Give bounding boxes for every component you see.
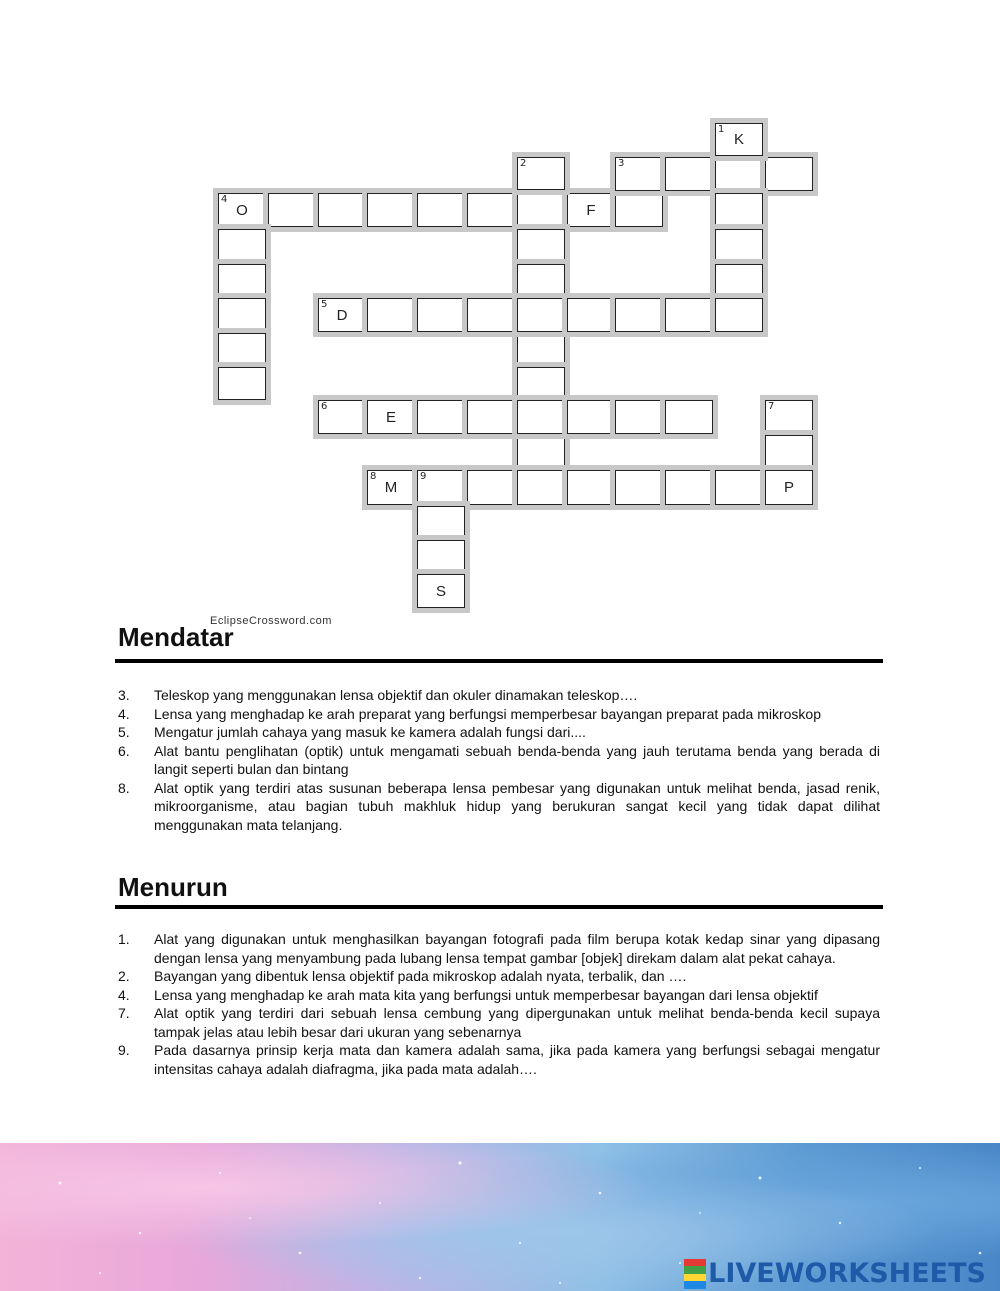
crossword-cell[interactable] <box>567 470 615 505</box>
logo-badge <box>684 1259 706 1289</box>
crossword-cell[interactable] <box>517 193 565 227</box>
across-clues <box>118 686 880 834</box>
clue-number: 3 <box>618 158 625 169</box>
crossword-cell[interactable] <box>218 229 266 262</box>
across-rule <box>115 659 883 663</box>
crossword-cell[interactable] <box>765 435 813 469</box>
prefilled-letter: S <box>435 582 446 600</box>
badge-stripe <box>684 1259 706 1267</box>
clue-item: 6. Alat bantu penglihatan (optik) untuk mengamati sebuah benda-benda yang jauh terutama benda yang berada di langit seperti bulan dan bintang <box>118 742 880 777</box>
prefilled-letter: E <box>385 408 396 426</box>
crossword-cell[interactable] <box>765 157 813 191</box>
crossword-cell[interactable] <box>615 193 663 227</box>
crossword-cell[interactable] <box>517 333 565 366</box>
crossword-cell[interactable] <box>715 264 763 297</box>
crossword-cell[interactable] <box>268 193 316 227</box>
crossword-cell[interactable] <box>517 157 565 190</box>
clue-item: 7. Alat optik yang terdiri dari sebuah lensa cembung yang dipergunakan untuk melihat benda-benda kecil supaya tampak jelas atau lebih besar dari ukuran yang sebenarnya <box>118 1005 880 1040</box>
crossword-cell[interactable] <box>517 470 565 505</box>
crossword-cell[interactable] <box>715 123 763 156</box>
clue-number: 2 <box>520 158 527 169</box>
crossword-cell[interactable] <box>517 229 565 262</box>
clue-item: 3. Teleskop yang menggunakan lensa objektif dan okuler dinamakan teleskop…. <box>118 687 638 703</box>
footer-banner <box>0 1143 1000 1291</box>
crossword-cell[interactable] <box>517 435 565 468</box>
crossword-cell[interactable] <box>417 298 465 332</box>
crossword-cell[interactable] <box>318 400 366 434</box>
crossword-cell[interactable] <box>218 298 266 331</box>
crossword-cell[interactable] <box>615 400 663 434</box>
crossword-cell[interactable] <box>615 470 663 505</box>
clue-item: 1. Alat yang digunakan untuk menghasilkan bayangan fotografi pada film berupa kotak kedap sinar yang dipasang dengan lensa yang menyambung pada lubang lensa tempat gambar [objek] direkam dalam alat pekat cahaya. <box>118 931 880 966</box>
crossword-cell[interactable] <box>665 400 713 434</box>
liveworksheets-logo[interactable] <box>684 1258 986 1289</box>
logo-text: LIVEWORKSHEETS <box>708 1258 986 1289</box>
crossword-cell[interactable] <box>417 506 465 540</box>
crossword-cell[interactable] <box>615 157 663 191</box>
crossword-cell[interactable] <box>367 400 415 434</box>
crossword-cell[interactable] <box>517 298 565 332</box>
crossword-cell[interactable] <box>218 264 266 297</box>
crossword-cell[interactable] <box>665 157 713 191</box>
clue-number: 9 <box>420 471 427 482</box>
crossword-cell[interactable] <box>218 367 266 400</box>
crossword-cell[interactable] <box>715 229 763 262</box>
prefilled-letter: P <box>783 479 794 496</box>
prefilled-letter: F <box>586 201 596 219</box>
crossword-cell[interactable] <box>715 470 763 505</box>
crossword-cell[interactable] <box>567 298 615 332</box>
clue-number: 4 <box>221 194 228 205</box>
clue-number: 7 <box>768 401 775 412</box>
down-clues <box>118 930 880 1078</box>
crossword-cell[interactable] <box>517 400 565 434</box>
badge-stripe <box>684 1281 706 1289</box>
clue-number: 8 <box>370 471 377 482</box>
credit-text: EclipseCrossword.com <box>210 615 332 627</box>
crossword-cell[interactable] <box>715 193 763 226</box>
crossword-cell[interactable] <box>367 193 415 227</box>
crossword-cell[interactable] <box>318 298 366 332</box>
crossword-cell[interactable] <box>417 470 465 505</box>
crossword-cell[interactable] <box>417 574 465 608</box>
badge-stripe <box>684 1266 706 1274</box>
crossword-cell[interactable] <box>367 470 415 505</box>
prefilled-letter: M <box>384 479 398 496</box>
down-title: Menurun <box>118 872 228 902</box>
prefilled-letter: D <box>336 306 348 324</box>
across-title: Mendatar <box>118 622 234 652</box>
clue-number: 5 <box>321 299 328 310</box>
clue-number: 6 <box>321 401 328 412</box>
crossword-cell[interactable] <box>765 470 813 505</box>
crossword-cell[interactable] <box>367 298 415 332</box>
clue-item: 4. Lensa yang menghadap ke arah mata kita yang berfungsi untuk memperbesar bayangan dari lensa objektif <box>118 986 818 1003</box>
crossword-cell[interactable] <box>665 470 713 505</box>
crossword-cell[interactable] <box>318 193 366 227</box>
crossword-cell[interactable] <box>567 193 615 227</box>
crossword-cell[interactable] <box>417 400 465 434</box>
crossword-cell[interactable] <box>417 193 465 227</box>
down-rule <box>115 905 883 909</box>
crossword-cell[interactable] <box>615 298 663 332</box>
crossword-cell[interactable] <box>218 193 266 227</box>
crossword-cell[interactable] <box>467 470 515 505</box>
crossword-cell[interactable] <box>765 400 813 434</box>
clue-item: 5. Mengatur jumlah cahaya yang masuk ke kamera adalah fungsi dari.... <box>118 724 586 740</box>
badge-stripe <box>684 1274 706 1282</box>
crossword-cell[interactable] <box>517 264 565 297</box>
crossword-cell[interactable] <box>467 298 515 332</box>
crossword-cell[interactable] <box>715 298 763 332</box>
clue-item: 8. Alat optik yang terdiri atas susunan beberapa lensa pembesar yang digunakan untuk melihat benda, jasad renik, mikroorganisme, atau bagian tubuh makhluk hidup yang berukuran sangat kecil yang tidak dapat dilihat menggunakan mata telanjang. <box>118 779 880 833</box>
crossword-cell[interactable] <box>567 400 615 434</box>
crossword-cell[interactable] <box>665 298 713 332</box>
crossword-cell[interactable] <box>467 400 515 434</box>
prefilled-letter: O <box>236 201 248 219</box>
crossword-cell[interactable] <box>517 367 565 400</box>
crossword-cell[interactable] <box>467 193 515 227</box>
clue-item: 9. Pada dasarnya prinsip kerja mata dan kamera adalah sama, jika pada kamera yang berfungsi sebagai mengatur intensitas cahaya adalah diafragma, jika pada mata adalah…. <box>118 1042 880 1077</box>
clue-item: 4. Lensa yang menghadap ke arah preparat yang berfungsi memperbesar bayangan preparat pada mikroskop <box>118 705 821 722</box>
clue-number: 1 <box>718 124 725 135</box>
crossword-cell[interactable] <box>715 157 763 191</box>
prefilled-letter: K <box>733 131 744 148</box>
crossword-cell[interactable] <box>218 333 266 366</box>
clue-item: 2. Bayangan yang dibentuk lensa objektif pada mikroskop adalah nyata, terbalik, dan …. <box>118 968 687 984</box>
crossword-cell[interactable] <box>417 540 465 574</box>
crossword-grid <box>0 0 1000 620</box>
